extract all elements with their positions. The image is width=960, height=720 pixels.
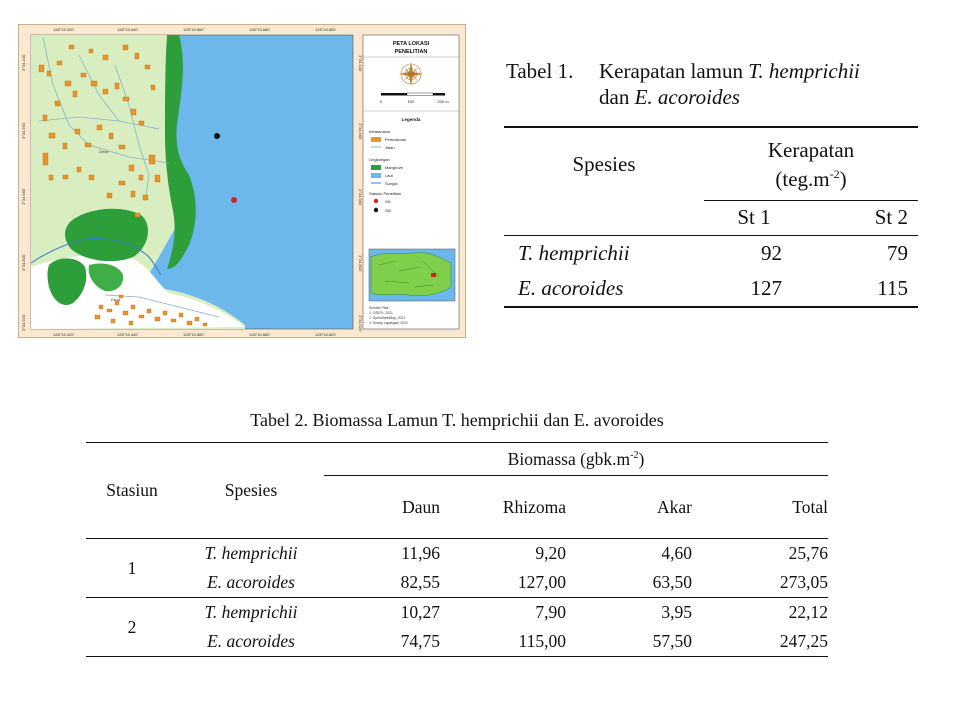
scale-end: 200 m [437,99,449,104]
table2-header-row [86,443,828,476]
bottom-tick: 128°15.320' [53,332,75,337]
source-line: Sumber Peta : [369,306,391,310]
table2-rhizome-cell: 127,00 [517,572,566,592]
legend-item: Jalan [385,145,395,150]
legend-item: Pemukiman [385,137,407,142]
right-tick: 3°34.920' [358,315,363,332]
table2-col-station: Stasiun [86,443,178,539]
table2-col-biomass [324,443,828,476]
table2-rhizome-cell: 7,90 [535,602,566,622]
table-row [504,235,918,272]
table2-total-cell: 22,12 [788,602,828,622]
source-line: 1. OSEPL, 2021 [369,311,393,315]
table1-species-cell: E. acoroides [518,276,624,300]
legend-swatch-mangrove [371,165,381,170]
table1-st2-cell: 115 [877,276,908,300]
table2-col-leaf: Daun [324,476,440,539]
map-legend-panel [363,35,459,329]
legend-environment-heading: Lingkungan [369,157,390,162]
table1-st2-cell: 79 [887,241,908,265]
top-tick: 128°15.440' [117,27,139,32]
table1-col-st1: St 1 [737,205,771,229]
table-row [86,568,828,598]
left-tick: 3°34.440' [21,54,26,71]
table2-col-rhizome: Rhizoma [440,476,566,539]
left-tick: 3°34.920' [21,314,26,331]
left-tick: 3°34.560' [21,122,26,139]
table2-col-species: Spesies [178,443,324,539]
table2-species-cell: E. acoroides [207,572,295,592]
table2-leaf-cell: 82,55 [400,572,440,592]
unit-sup: -2 [829,167,840,182]
bottom-tick: 128°15.440' [117,332,139,337]
table2-col-root: Akar [566,476,692,539]
legend-infrastructure-heading: Infrastruktur [369,129,391,134]
table-row [86,627,828,657]
map-canvas [19,25,467,339]
map-right-ticks [358,55,363,332]
legend-swatch-st2 [374,208,378,212]
table1-caption-text: dan [599,85,635,109]
table1-st1-cell: 127 [750,276,782,300]
biomass-end: ) [638,448,645,469]
table2-biomass [86,442,828,657]
station-1-marker [231,197,237,203]
bottom-tick: 128°15.800' [315,332,337,337]
legend-item: Sungai [385,181,398,186]
legend-heading: Legenda [401,117,421,122]
top-tick: 128°15.320' [53,27,75,32]
legend-swatch-st1 [374,199,378,203]
table1-subheader-row [504,200,918,235]
map-frame [31,35,353,329]
table1-header-row [504,127,918,196]
legend-item: St2 [385,208,392,213]
table2-root-cell: 63,50 [652,572,692,592]
table2-root-cell: 4,60 [661,543,692,563]
map-title-line1: PETA LOKASI [392,41,430,47]
research-location-map [18,24,466,338]
left-tick: 3°34.680' [21,188,26,205]
table2-leaf-cell: 10,27 [400,602,440,622]
table1-col-density [704,127,918,196]
unit-base: (teg.m [775,167,830,192]
table2-col-total: Total [692,476,828,539]
map-top-ticks [53,27,337,32]
scale-start: 0 [379,99,383,104]
source-line: 2. OpenStreetMap, 2021 [369,316,406,320]
table2-root-cell: 3,95 [661,602,692,622]
table2-station-cell: 2 [86,598,178,657]
table2-rhizome-cell: 9,20 [535,543,566,563]
source-line: 3. Survey Lapangan, 2022 [369,321,408,325]
table2-total-cell: 273,05 [779,572,828,592]
legend-item: Mangrove [385,165,403,170]
table2-total-cell: 25,76 [788,543,828,563]
village-label: Desa [111,297,121,302]
table2-total-cell: 247,25 [779,631,828,651]
scale-mid: 100 [407,99,415,104]
unit-end: ) [839,167,847,192]
table1-species-cell: T. hemprichii [518,241,630,265]
table1-col-species: Spesies [572,151,636,176]
top-tick: 128°15.800' [315,27,337,32]
table2-caption: Tabel 2. Biomassa Lamun T. hemprichii dan E. avoroides [250,410,664,430]
table-row [86,598,828,628]
table1-caption-text: Kerapatan lamun [599,59,749,83]
table2-species-cell: T. hemprichii [204,543,298,563]
table1-caption-species: E. acoroides [634,85,740,109]
map-title-line2: PENELITIAN [394,49,428,55]
table-row [86,539,828,569]
right-tick: 3°34.560' [358,123,363,140]
table2-rhizome-cell: 115,00 [518,631,566,651]
table1-caption-line2 [506,84,936,110]
legend-swatch-sea [371,173,381,178]
table1-density-title: Kerapatan [767,138,855,163]
table1-density-unit [775,167,846,191]
biomass-base: Biomassa (gbk.m [507,448,631,469]
table2-root-cell: 57,50 [652,631,692,651]
table1-st1-cell: 92 [761,241,782,265]
map-bottom-ticks [53,332,337,337]
table1-caption-species: T. hemprichii [748,59,860,83]
right-tick: 3°34.680' [358,189,363,206]
table1-density [504,126,918,308]
legend-stations-heading: Stasiun Penelitian [369,191,402,196]
bottom-tick: 128°15.560' [183,332,205,337]
legend-swatch-settlement [371,137,381,142]
station-2-marker [214,133,220,139]
legend-item: Laut [385,173,393,178]
left-tick: 3°34.800' [21,254,26,271]
legend-item: St1 [385,199,392,204]
table2-species-cell: E. acoroides [207,631,295,651]
map-left-ticks [21,54,26,331]
right-tick: 3°34.440' [358,55,363,72]
table2-leaf-cell: 11,96 [401,543,440,563]
bottom-tick: 128°15.680' [249,332,271,337]
table2-leaf-cell: 74,75 [400,631,440,651]
table-row [504,272,918,307]
top-tick: 128°15.680' [249,27,271,32]
table1-col-st2: St 2 [874,205,908,229]
inset-map [369,249,455,301]
top-tick: 128°15.560' [183,27,205,32]
village-label: Desa [99,149,109,154]
biomass-sup: -2 [630,449,639,461]
table1-caption-label: Tabel 1. [506,59,574,83]
right-tick: 3°34.800' [358,255,363,272]
table2-station-cell: 1 [127,557,137,578]
table2-species-cell: T. hemprichii [204,602,298,622]
table1-caption [506,58,936,110]
